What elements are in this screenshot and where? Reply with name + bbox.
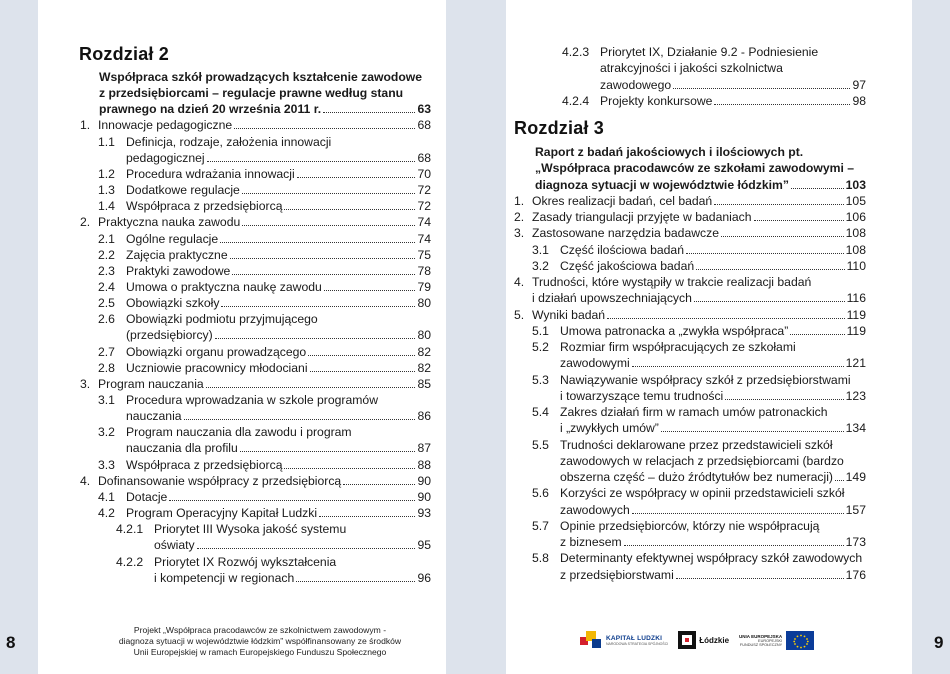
toc-entry-page: 85 <box>417 376 431 391</box>
toc-entry-number: 1.2 <box>98 166 115 181</box>
toc-entry-number: 4.2.4 <box>562 93 590 108</box>
eu-line-1: UNIA EUROPEJSKA <box>739 633 783 639</box>
toc-entry-page: 149 <box>845 470 866 484</box>
toc-entry-number: 2.8 <box>98 360 115 375</box>
toc-entry-number: 2.2 <box>98 247 115 262</box>
eu-flag-icon <box>786 631 814 650</box>
toc-entry <box>514 274 866 290</box>
toc-entry-number: 3.2 <box>532 258 549 273</box>
toc-entry <box>80 214 431 230</box>
toc-entry-page: 93 <box>417 506 431 521</box>
toc-entry-number: 5.7 <box>532 518 549 533</box>
toc-entry-label: Współpraca z przedsiębiorcą <box>126 457 283 472</box>
eu-line-2: EUROPEJSKI <box>758 638 783 643</box>
toc-leader-dots <box>207 161 416 162</box>
toc-leader-dots <box>696 269 844 270</box>
toc-entry <box>562 44 866 60</box>
toc-entry-page: 90 <box>417 489 431 504</box>
toc-entry-number: 5.6 <box>532 486 549 501</box>
toc-entry <box>535 144 866 160</box>
toc-entry-label: Ogólne regulacje <box>126 231 219 246</box>
toc-entry-label: z przedsiębiorstwami <box>560 567 674 582</box>
toc-leader-dots <box>721 236 844 237</box>
lodzkie-icon <box>678 631 696 649</box>
toc-entry-number: 2.5 <box>98 296 115 311</box>
toc-leader-dots <box>242 225 415 226</box>
toc-entry <box>98 505 431 521</box>
toc-entry-label: obszerna część – dużo źródtytułów bez numeracji) <box>560 470 833 484</box>
toc-entry <box>98 166 431 182</box>
eu-line-3: FUNDUSZ SPOŁECZNY <box>739 642 783 647</box>
toc-entry-number: 4.2.1 <box>116 522 144 537</box>
toc-entry <box>560 502 866 518</box>
toc-entry <box>560 355 866 371</box>
kapital-ludzki-icon <box>580 629 602 651</box>
toc-entry <box>80 473 431 489</box>
toc-entry-page: 110 <box>846 258 866 273</box>
toc-leader-dots <box>343 484 415 485</box>
chapter-title-3: Rozdział 3 <box>514 118 605 138</box>
toc-entry <box>154 537 431 553</box>
toc-entry <box>98 457 431 473</box>
toc-entry <box>532 323 866 339</box>
toc-entry-page: 70 <box>417 166 431 181</box>
toc-entry-page: 78 <box>417 263 431 278</box>
toc-entry-label: Trudności deklarowane przez przedstawicieli szkół <box>560 437 833 452</box>
toc-entry-label: Korzyści ze współpracy w opinii przedstawicieli szkół <box>560 486 845 501</box>
toc-entry-page: 108 <box>845 242 866 257</box>
toc-entry-label: (przedsiębiorcy) <box>126 328 213 343</box>
toc-entry-label: i kompetencji w regionach <box>154 570 295 585</box>
page-number-left: 8 <box>6 633 16 652</box>
toc-entry <box>126 327 431 343</box>
toc-entry <box>560 453 866 469</box>
toc-entry <box>80 376 431 392</box>
toc-entry-label: Definicja, rodzaje, założenia innowacji <box>126 134 332 149</box>
toc-entry-label: Trudności, które wystąpiły w trakcie realizacji badań <box>532 275 812 289</box>
toc-entry-label: Program nauczania <box>98 376 204 391</box>
toc-entry-label: Współpraca z przedsiębiorcą <box>126 199 283 214</box>
left-margin-band <box>0 0 38 674</box>
toc-entry-page: 80 <box>417 296 431 311</box>
toc-entry <box>532 372 866 388</box>
toc-leader-dots <box>184 419 416 420</box>
toc-entry-label: atrakcyjności i jakości szkolnictwa <box>600 61 783 76</box>
toc-leader-dots <box>310 371 416 372</box>
toc-entry-label: Raport z badań jakościowych i ilościowych pt. <box>535 145 804 159</box>
toc-entry-page: 176 <box>845 567 866 582</box>
toc-entry-label: Innowacje pedagogiczne <box>98 118 233 133</box>
toc-entry <box>600 60 866 76</box>
toc-entry-number: 4. <box>514 275 525 289</box>
toc-entry-page: 68 <box>417 118 431 133</box>
toc-leader-dots <box>725 399 843 400</box>
toc-entry-page: 75 <box>417 247 431 262</box>
toc-entry-label: Priorytet IX Rozwój wykształcenia <box>154 554 337 569</box>
toc-entry-label: Procedura wdrażania innowacji <box>126 166 295 181</box>
toc-entry <box>532 437 866 453</box>
toc-entry <box>98 134 431 150</box>
toc-leader-dots <box>632 513 844 514</box>
kapital-ludzki-logo <box>580 629 668 651</box>
toc-entry <box>532 258 866 274</box>
toc-entry-label: zawodowych w relacjach z przedsiębiorcami (bardzo <box>560 453 844 468</box>
toc-leader-dots <box>284 209 415 210</box>
toc-entry-label: Priorytet III Wysoka jakość systemu <box>154 522 347 537</box>
toc-entry <box>532 242 866 258</box>
toc-entry <box>98 263 431 279</box>
eu-logo <box>739 631 814 650</box>
toc-leader-dots <box>230 258 416 259</box>
toc-entry-number: 5.5 <box>532 437 549 452</box>
toc-entry-page: 106 <box>845 210 866 224</box>
toc-entry <box>562 93 866 109</box>
footer-line-2: diagnoza sytuacji w województwie łódzkim” współfinansowany ze środków <box>118 636 402 646</box>
toc-entry <box>600 77 866 93</box>
toc-entry <box>514 307 866 323</box>
footer-line-1: Projekt „Współpraca pracodawców ze szkolnictwem zawodowym - <box>133 625 387 635</box>
toc-entry-label: Zajęcia praktyczne <box>126 247 228 262</box>
toc-entry-page: 123 <box>845 388 866 403</box>
toc-entry-number: 4.1 <box>98 489 115 504</box>
toc-leader-dots <box>220 242 415 243</box>
toc-leader-dots <box>297 177 416 178</box>
toc-leader-dots <box>686 253 844 254</box>
toc-entry-number: 2.6 <box>98 312 115 327</box>
toc-entry-page: 108 <box>845 226 866 241</box>
toc-leader-dots <box>197 548 416 549</box>
lodzkie-text: Łódzkie <box>699 635 730 645</box>
toc-entry <box>98 392 431 408</box>
toc-entry-number: 5.2 <box>532 340 549 354</box>
toc-entry <box>99 69 431 85</box>
toc-entry-label: diagnoza sytuacji w województwie łódzkim” <box>535 177 789 192</box>
toc-entry-number: 3.2 <box>98 425 115 440</box>
toc-entry-label: Nawiązywanie współpracy szkół z przedsiębiorstwami <box>560 372 851 387</box>
toc-entry <box>98 344 431 360</box>
toc-entry-number: 3. <box>80 376 91 391</box>
toc-entry-number: 5.4 <box>532 405 549 419</box>
toc-entry <box>154 570 431 586</box>
toc-leader-dots <box>632 366 844 367</box>
toc-entry-label: Umowa o praktyczna naukę zawodu <box>126 279 322 294</box>
toc-entry-page: 98 <box>852 93 866 108</box>
toc-entry <box>532 518 866 534</box>
toc-entry-label: Wyniki badań <box>532 307 606 322</box>
kapital-ludzki-title: KAPITAŁ LUDZKI <box>606 634 663 642</box>
toc-entry <box>98 279 431 295</box>
toc-entry-number: 4.2.2 <box>116 554 144 569</box>
toc-entry-page: 134 <box>845 421 866 436</box>
toc-leader-dots <box>242 193 416 194</box>
toc-entry <box>99 101 431 117</box>
lodzkie-logo <box>678 631 729 649</box>
toc-entry-page: 72 <box>417 199 431 214</box>
toc-entry <box>98 311 431 327</box>
toc-leader-dots <box>835 480 844 481</box>
toc-entry-page: 88 <box>417 457 431 472</box>
toc-entry-page: 119 <box>846 323 866 338</box>
toc-leader-dots <box>221 306 415 307</box>
toc-entry-page: 63 <box>417 102 431 117</box>
toc-entry-label: Część ilościowa badań <box>560 242 684 257</box>
toc-entry-number: 3. <box>514 226 525 241</box>
right-margin-band <box>912 0 950 674</box>
toc-entry <box>514 209 866 225</box>
toc-entry-page: 173 <box>845 535 866 549</box>
toc-entry <box>532 404 866 420</box>
toc-entry-label: Determinanty efektywnej współpracy szkół zawodowych <box>560 551 863 566</box>
toc-entry-label: zawodowymi <box>560 356 630 371</box>
toc-entry <box>98 231 431 247</box>
toc-entry-page: 105 <box>845 193 866 208</box>
toc-leader-dots <box>296 581 415 582</box>
toc-entry-page: 82 <box>417 344 431 359</box>
toc-entry-number: 2.1 <box>98 231 115 246</box>
toc-entry-label: i towarzyszące temu trudności <box>560 388 724 403</box>
toc-entry-label: Uczniowie pracownicy młodociani <box>126 360 308 375</box>
toc-leader-dots <box>206 387 416 388</box>
toc-entry-number: 5.1 <box>532 323 549 338</box>
toc-entry-number: 1.4 <box>98 199 115 214</box>
toc-entry <box>98 198 431 214</box>
toc-entry-number: 4.2 <box>98 506 115 521</box>
toc-entry <box>560 388 866 404</box>
toc-entry-number: 5.3 <box>532 372 549 387</box>
toc-entry-page: 119 <box>846 307 866 322</box>
toc-entry-label: Okres realizacji badań, cel badań <box>532 193 713 208</box>
toc-entry <box>99 85 431 101</box>
toc-entry-number: 1.3 <box>98 183 115 198</box>
toc-entry <box>98 295 431 311</box>
toc-entry-label: Priorytet IX, Działanie 9.2 - Podniesienie <box>600 45 819 59</box>
toc-entry-number: 1.1 <box>98 134 115 149</box>
toc-entry-page: 86 <box>417 409 431 424</box>
toc-leader-dots <box>319 516 415 517</box>
toc-entry-page: 96 <box>417 570 431 585</box>
toc-entry-label: zawodowych <box>560 502 630 517</box>
toc-entry-label: Rozmiar firm współpracujących ze szkołami <box>560 340 796 354</box>
toc-entry-number: 3.3 <box>98 457 115 472</box>
toc-entry <box>560 567 866 583</box>
toc-leader-dots <box>714 104 850 105</box>
toc-entry-page: 80 <box>417 328 431 343</box>
toc-entry-label: Program Operacyjny Kapitał Ludzki <box>126 506 318 521</box>
toc-entry <box>532 550 866 566</box>
toc-leader-dots <box>624 545 844 546</box>
toc-entry-label: Dodatkowe regulacje <box>126 183 240 198</box>
toc-entry-page: 87 <box>417 441 431 456</box>
toc-entry-page: 90 <box>417 473 431 488</box>
toc-entry-label: Zakres działań firm w ramach umów patronackich <box>560 405 828 419</box>
toc-entry <box>98 489 431 505</box>
toc-entry-page: 103 <box>845 177 866 192</box>
toc-entry-label: Zasady triangulacji przyjęte w badaniach <box>532 210 752 224</box>
toc-leader-dots <box>754 220 844 221</box>
toc-entry-label: Dotacje <box>126 489 168 504</box>
toc-entry-number: 5.8 <box>532 551 549 566</box>
toc-leader-dots <box>673 88 850 89</box>
toc-leader-dots <box>232 274 415 275</box>
footer-line-3: Unii Europejskiej w ramach Europejskiego Funduszu Społecznego <box>133 647 387 657</box>
toc-entry-label: Zastosowane narzędzia badawcze <box>532 226 719 241</box>
toc-entry-page: 72 <box>417 183 431 198</box>
toc-entry-number: 2.3 <box>98 263 115 278</box>
toc-entry <box>514 193 866 209</box>
toc-leader-dots <box>240 451 416 452</box>
toc-entry-page: 157 <box>845 502 866 517</box>
gutter-band <box>446 0 506 674</box>
toc-entry <box>116 554 431 570</box>
toc-entry <box>560 534 866 550</box>
toc-entry-label: Obowiązki podmiotu przyjmującego <box>126 312 318 327</box>
toc-entry-label: i „zwykłych umów” <box>560 421 659 436</box>
toc-entry-label: nauczania <box>126 409 182 424</box>
toc-entry-number: 5. <box>514 307 525 322</box>
toc-entry <box>126 150 431 166</box>
toc-entry-label: Współpraca szkół prowadzących kształcenie zawodowe <box>99 70 423 84</box>
project-footer <box>100 625 420 658</box>
toc-leader-dots <box>324 290 416 291</box>
toc-entry-label: nauczania dla profilu <box>126 441 238 456</box>
toc-entry <box>98 360 431 376</box>
toc-entry <box>98 182 431 198</box>
toc-entry-page: 79 <box>417 279 431 294</box>
toc-entry-label: Dofinansowanie współpracy z przedsiębiorcą <box>98 473 342 488</box>
toc-entry-page: 116 <box>846 291 866 306</box>
toc-entry-number: 1. <box>514 193 525 208</box>
toc-leader-dots <box>308 355 415 356</box>
toc-entry <box>126 408 431 424</box>
toc-entry <box>532 485 866 501</box>
toc-entry <box>116 521 431 537</box>
toc-entry-label: Praktyczna nauka zawodu <box>98 215 241 230</box>
toc-leader-dots <box>284 468 415 469</box>
toc-entry <box>80 117 431 133</box>
toc-entry <box>560 420 866 436</box>
toc-entry-label: „Współpraca pracodawców ze szkołami zawodowymi – <box>535 161 854 176</box>
toc-entry-label: pedagogicznej <box>126 150 205 165</box>
toc-entry-page: 121 <box>845 356 866 371</box>
toc-leader-dots <box>234 128 415 129</box>
toc-entry-label: Obowiązki organu prowadzącego <box>126 344 307 359</box>
toc-entry-label: Obowiązki szkoły <box>126 296 220 311</box>
toc-entry-page: 74 <box>417 215 431 230</box>
toc-entry-number: 2.7 <box>98 344 115 359</box>
toc-entry-label: i działań upowszechniających <box>532 291 692 306</box>
toc-entry <box>514 225 866 241</box>
toc-entry-number: 2. <box>514 210 525 224</box>
toc-entry-label: oświaty <box>154 538 195 553</box>
toc-entry-label: Opinie przedsiębiorców, którzy nie współpracują <box>560 518 820 533</box>
toc-entry <box>535 160 866 176</box>
toc-entry-label: Projekty konkursowe <box>600 93 713 108</box>
toc-entry-label: zawodowego <box>600 77 672 92</box>
toc-entry <box>532 290 866 306</box>
toc-leader-dots <box>215 338 416 339</box>
page-number-right: 9 <box>934 633 944 652</box>
toc-leader-dots <box>694 301 845 302</box>
toc-leader-dots <box>661 431 844 432</box>
toc-leader-dots <box>714 204 843 205</box>
toc-entry-label: Praktyki zawodowe <box>126 263 231 278</box>
toc-entry-page: 74 <box>417 231 431 246</box>
kapital-ludzki-subtitle: NARODOWA STRATEGIA SPÓJNOŚCI <box>606 641 669 646</box>
toc-entry-label: prawnego na dzień 20 września 2011 r. <box>99 102 322 117</box>
toc-entry <box>98 247 431 263</box>
toc-entry-page: 68 <box>417 150 431 165</box>
toc-entry-number: 4. <box>80 473 91 488</box>
toc-entry <box>535 177 866 193</box>
toc-entry-page: 97 <box>852 77 866 92</box>
toc-entry-number: 2. <box>80 215 91 230</box>
toc-leader-dots <box>169 500 415 501</box>
toc-leader-dots <box>607 318 845 319</box>
toc-entry-number: 3.1 <box>532 242 549 257</box>
toc-leader-dots <box>676 578 844 579</box>
toc-entry <box>126 440 431 456</box>
toc-entry-label: Procedura wprowadzania w szkole programów <box>126 393 378 407</box>
toc-entry-label: z biznesem <box>560 535 622 549</box>
toc-leader-dots <box>323 112 415 113</box>
toc-entry-label: z przedsiębiorcami – regulacje prawne według stanu <box>99 86 404 101</box>
toc-entry-page: 95 <box>417 538 431 553</box>
toc-entry-number: 4.2.3 <box>562 45 590 59</box>
toc-leader-dots <box>791 188 844 189</box>
toc-entry-label: Program nauczania dla zawodu i program <box>126 425 352 440</box>
sponsor-logos <box>580 624 814 656</box>
chapter-title-2: Rozdział 2 <box>79 44 170 64</box>
toc-entry-number: 2.4 <box>98 279 115 294</box>
toc-entry-number: 1. <box>80 118 91 133</box>
toc-entry <box>560 469 866 485</box>
toc-entry <box>532 339 866 355</box>
toc-entry-page: 82 <box>417 360 431 375</box>
toc-leader-dots <box>790 334 844 335</box>
toc-entry-label: Część jakościowa badań <box>560 258 695 273</box>
toc-entry-number: 3.1 <box>98 393 115 407</box>
toc-entry <box>98 424 431 440</box>
toc-entry-label: Umowa patronacka a „zwykła współpraca” <box>560 323 789 338</box>
